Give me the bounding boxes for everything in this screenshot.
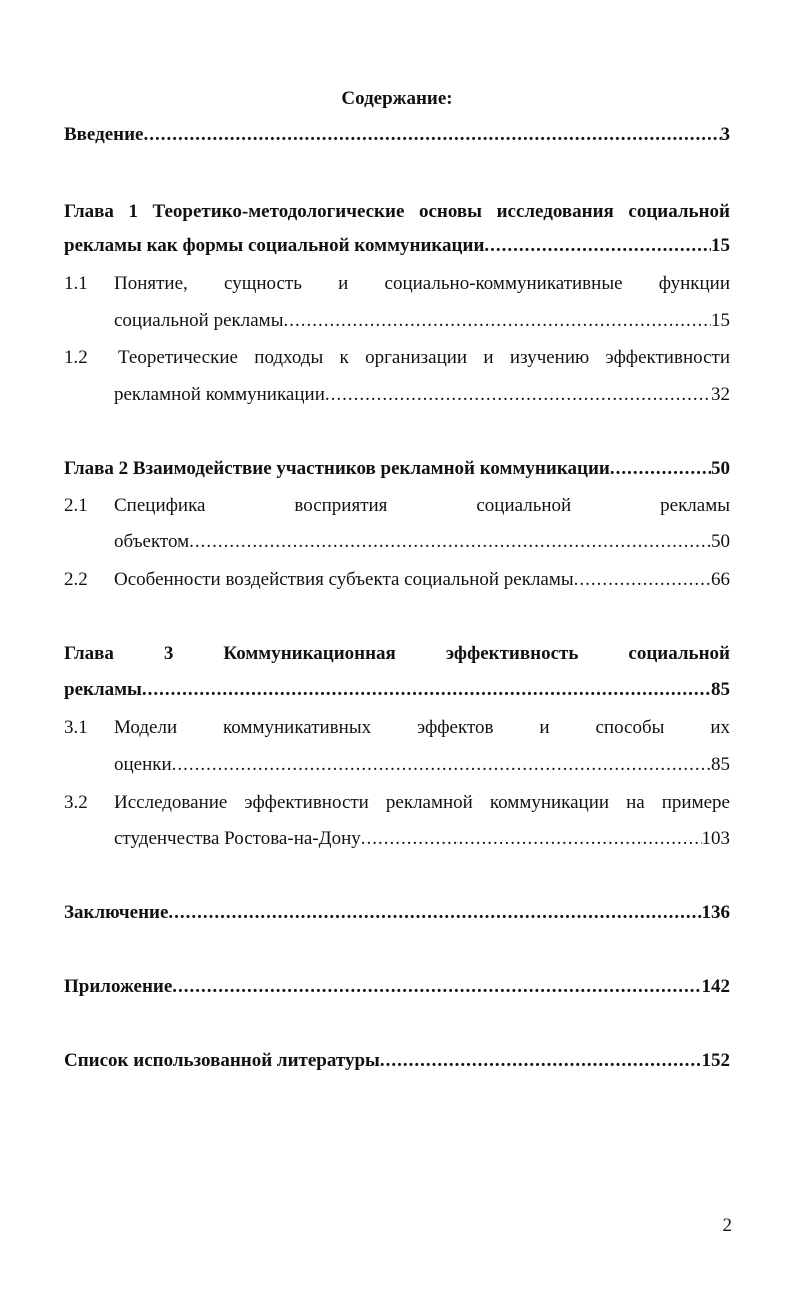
toc-section-number: 2.1 — [64, 495, 88, 516]
toc-page-number: 66 — [711, 569, 730, 590]
toc-section-1-2-line2 — [114, 382, 730, 408]
toc-section-number: 1.1 — [64, 273, 88, 294]
toc-section-3-2-line2 — [114, 826, 730, 852]
toc-page-number: 103 — [701, 828, 730, 849]
toc-section-3-1-line1: Модели коммуникативных эффектов и способы их — [114, 717, 730, 738]
toc-page-number: 15 — [711, 235, 730, 256]
toc-chapter-3-line2 — [64, 677, 730, 703]
toc-page-number: 50 — [711, 531, 730, 552]
toc-entry-references — [64, 1048, 730, 1074]
leader-dots — [172, 974, 701, 1000]
toc-section-2-2 — [114, 567, 730, 593]
toc-entry-conclusion — [64, 900, 730, 926]
toc-section-1-2-line1: Теоретические подходы к организации и изучению эффективности — [118, 347, 730, 368]
leader-dots — [142, 677, 711, 703]
toc-chapter-1-line1: Глава 1 Теоретико-методологические основы исследования социальной — [64, 201, 730, 222]
toc-page-number: 15 — [711, 310, 730, 331]
toc-page-number: 152 — [701, 1050, 730, 1071]
toc-section-2-1-line2 — [114, 529, 730, 555]
toc-entry-appendix — [64, 974, 730, 1000]
toc-entry-label: рекламной коммуникации — [114, 384, 325, 405]
toc-section-1-1-line2 — [114, 308, 730, 334]
leader-dots — [168, 900, 701, 926]
toc-page-number: 32 — [711, 384, 730, 405]
toc-entry-label: Заключение — [64, 902, 169, 923]
toc-page-number: 3 — [720, 124, 730, 145]
leader-dots — [610, 456, 711, 482]
toc-page-number: 136 — [701, 902, 730, 923]
toc-entry-label: оценки — [114, 754, 172, 775]
toc-entry-label: социальной рекламы — [114, 310, 284, 331]
leader-dots — [283, 308, 711, 334]
leader-dots — [189, 529, 711, 555]
toc-section-2-1-line1: Специфика восприятия социальной рекламы — [114, 495, 730, 516]
toc-chapter-2 — [64, 456, 730, 482]
toc-entry-label: Список использованной литературы — [64, 1050, 380, 1071]
toc-chapter-3-line1: Глава 3 Коммуникационная эффективность социальной — [64, 643, 730, 664]
page-number: 2 — [722, 1215, 732, 1236]
leader-dots — [574, 567, 711, 593]
toc-entry-label: Глава 2 Взаимодействие участников рекламной коммуникации — [64, 458, 610, 479]
leader-dots — [361, 826, 702, 852]
toc-section-number: 3.2 — [64, 792, 88, 813]
toc-entry-label: Приложение — [64, 976, 173, 997]
toc-page-number: 85 — [711, 679, 730, 700]
toc-section-number: 3.1 — [64, 717, 88, 738]
toc-section-3-2-line1: Исследование эффективности рекламной коммуникации на примере — [114, 792, 730, 813]
toc-chapter-1-line2 — [64, 233, 730, 259]
toc-entry-label: студенчества Ростова-на-Дону — [114, 828, 361, 849]
toc-section-1-1-line1: Понятие, сущность и социально-коммуникативные функции — [114, 273, 730, 294]
toc-entry-label: объектом — [114, 531, 190, 552]
page-title: Содержание: — [341, 88, 453, 109]
toc-page-number: 142 — [701, 976, 730, 997]
toc-section-3-1-line2 — [114, 752, 730, 778]
leader-dots — [325, 382, 711, 408]
leader-dots — [484, 233, 711, 259]
toc-section-number: 2.2 — [64, 569, 88, 590]
toc-entry-label: Введение — [64, 124, 144, 145]
leader-dots — [144, 122, 721, 148]
toc-page-number: 50 — [711, 458, 730, 479]
toc-entry-label: рекламы — [64, 679, 142, 700]
leader-dots — [172, 752, 711, 778]
toc-section-number: 1.2 — [64, 347, 88, 368]
leader-dots — [380, 1048, 702, 1074]
toc-entry-label: Особенности воздействия субъекта социальной рекламы — [114, 569, 574, 590]
toc-entry-intro — [64, 122, 730, 148]
toc-page-number: 85 — [711, 754, 730, 775]
toc-entry-label: рекламы как формы социальной коммуникации — [64, 235, 485, 256]
